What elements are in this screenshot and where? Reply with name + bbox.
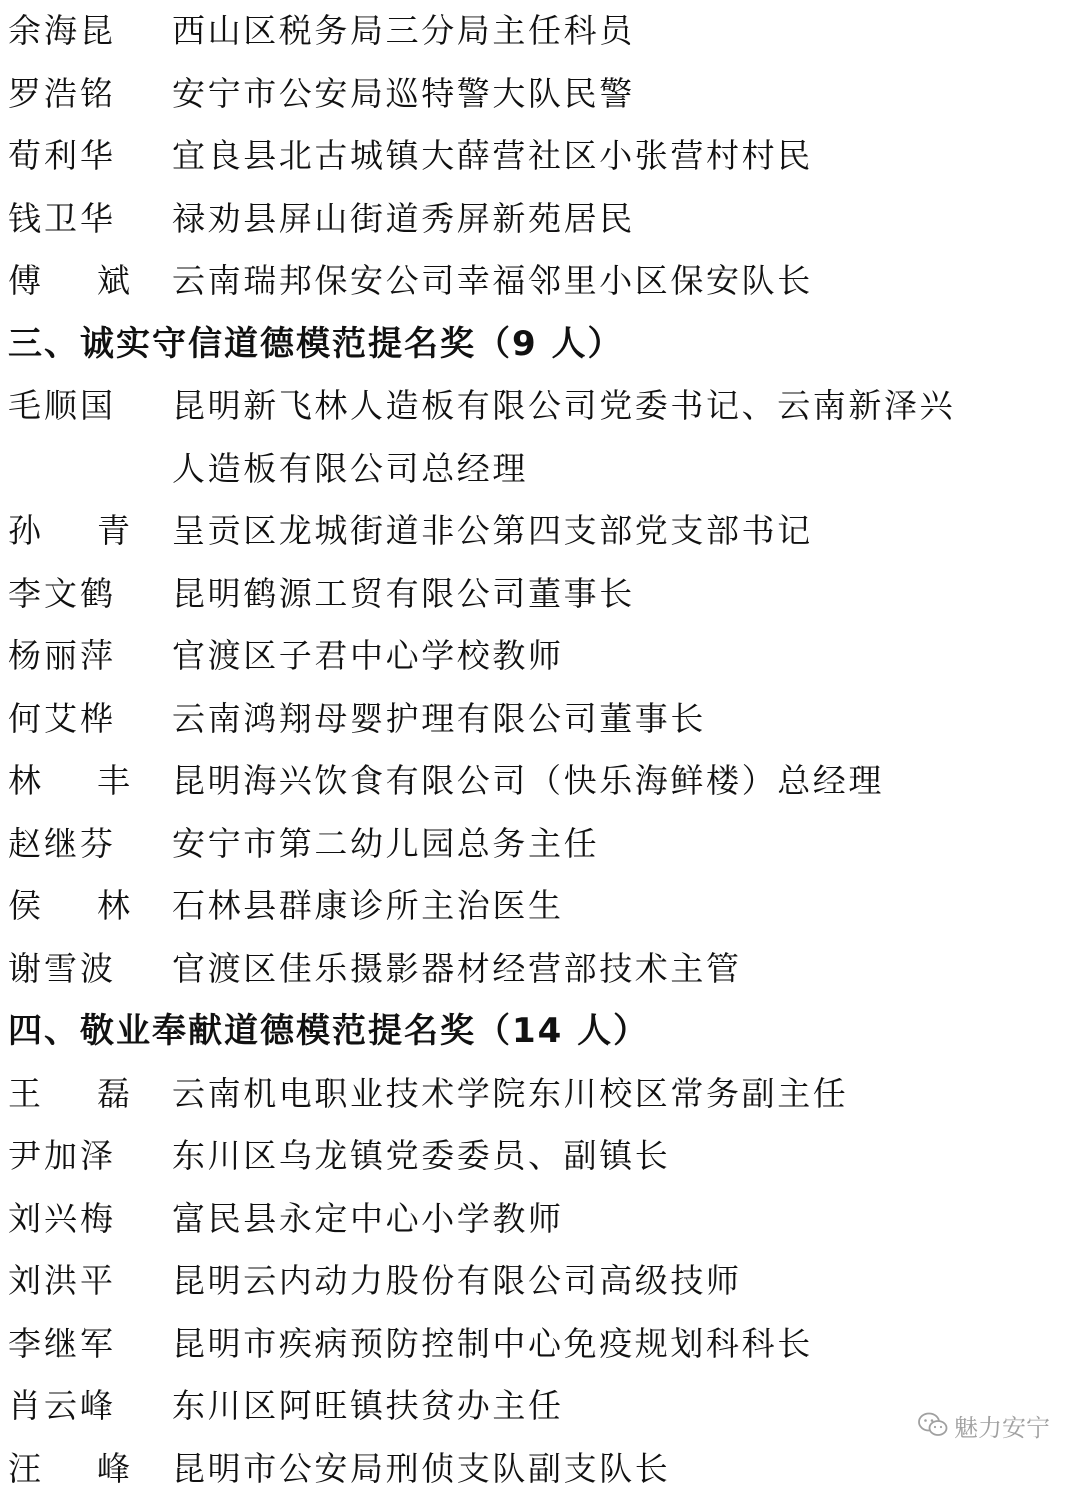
list-item — [0, 63, 1080, 125]
person-name: 谢雪波 — [8, 948, 116, 988]
person-name: 赵继芬 — [8, 823, 116, 863]
person-name: 林 丰 — [8, 761, 130, 800]
list-item — [0, 750, 1080, 812]
watermark — [918, 1408, 1050, 1442]
list-item — [0, 1438, 1080, 1500]
section-heading: 三、诚实守信道德模范提名奖（9 人） — [8, 323, 624, 364]
person-title: 富民县永定中心小学教师 — [172, 1198, 564, 1238]
person-title: 昆明云内动力股份有限公司高级技师 — [172, 1261, 742, 1300]
list-item — [0, 875, 1080, 937]
list-item-continuation — [0, 438, 1080, 500]
watermark-text: 魅力安宁 — [954, 1413, 1050, 1442]
wechat-icon — [918, 1412, 948, 1438]
list-item — [0, 938, 1080, 1000]
list-item — [0, 813, 1080, 875]
list-item — [0, 563, 1080, 625]
person-name: 侯 林 — [8, 886, 130, 925]
person-name: 罗浩铭 — [8, 73, 116, 113]
person-title: 云南鸿翔母婴护理有限公司董事长 — [172, 698, 706, 738]
list-item — [0, 250, 1080, 312]
section-heading: 四、敬业奉献道德模范提名奖（14 人） — [8, 1011, 650, 1051]
person-title: 东川区阿旺镇扶贫办主任 — [172, 1386, 564, 1425]
person-name: 刘洪平 — [8, 1261, 116, 1300]
person-title: 昆明市疾病预防控制中心免疫规划科科长 — [172, 1323, 813, 1363]
person-title: 西山区税务局三分局主任科员 — [172, 11, 635, 50]
list-item — [0, 1063, 1080, 1125]
person-title: 呈贡区龙城街道非公第四支部党支部书记 — [172, 511, 813, 550]
list-item — [0, 1313, 1080, 1375]
person-title: 禄劝县屏山街道秀屏新苑居民 — [172, 198, 635, 238]
person-title: 云南机电职业技术学院东川校区常务副主任 — [172, 1073, 849, 1113]
person-name: 肖云峰 — [8, 1386, 116, 1425]
person-title: 云南瑞邦保安公司幸福邻里小区保安队长 — [172, 261, 813, 300]
person-name: 孙 青 — [8, 511, 130, 550]
person-title: 昆明海兴饮食有限公司（快乐海鲜楼）总经理 — [172, 761, 884, 800]
list-item — [0, 188, 1080, 250]
person-title: 昆明鹤源工贸有限公司董事长 — [172, 573, 635, 613]
list-item — [0, 500, 1080, 562]
list-item — [0, 125, 1080, 187]
person-name: 李继军 — [8, 1323, 116, 1363]
person-title: 官渡区佳乐摄影器材经营部技术主管 — [172, 948, 742, 988]
list-item — [0, 0, 1080, 62]
person-title: 官渡区子君中心学校教师 — [172, 636, 564, 675]
list-item — [0, 1125, 1080, 1187]
person-title-continued: 人造板有限公司总经理 — [172, 448, 528, 488]
person-title: 宜良县北古城镇大薛营社区小张营村村民 — [172, 136, 813, 175]
person-name: 余海昆 — [8, 11, 116, 50]
list-item — [0, 1250, 1080, 1312]
person-name: 王 磊 — [8, 1073, 130, 1113]
person-title: 东川区乌龙镇党委委员、副镇长 — [172, 1136, 671, 1175]
person-name: 汪 峰 — [8, 1448, 130, 1488]
person-title: 昆明市公安局刑侦支队副支队长 — [172, 1448, 671, 1488]
person-name: 李文鹤 — [8, 573, 116, 613]
list-item — [0, 375, 1080, 437]
person-title: 石林县群康诊所主治医生 — [172, 886, 564, 925]
person-name: 钱卫华 — [8, 198, 116, 238]
person-title: 安宁市第二幼儿园总务主任 — [172, 823, 600, 863]
list-item — [0, 625, 1080, 687]
person-name: 毛顺国 — [8, 386, 116, 425]
person-name: 刘兴梅 — [8, 1198, 116, 1238]
person-name: 杨丽萍 — [8, 636, 116, 675]
list-item — [0, 688, 1080, 750]
person-name: 傅 斌 — [8, 261, 130, 300]
person-title: 昆明新飞林人造板有限公司党委书记、云南新泽兴 — [172, 386, 956, 425]
person-title: 安宁市公安局巡特警大队民警 — [172, 73, 635, 113]
list-item — [0, 1188, 1080, 1250]
person-name: 尹加泽 — [8, 1136, 116, 1175]
person-name: 何艾桦 — [8, 698, 116, 738]
person-name: 荀利华 — [8, 136, 116, 175]
